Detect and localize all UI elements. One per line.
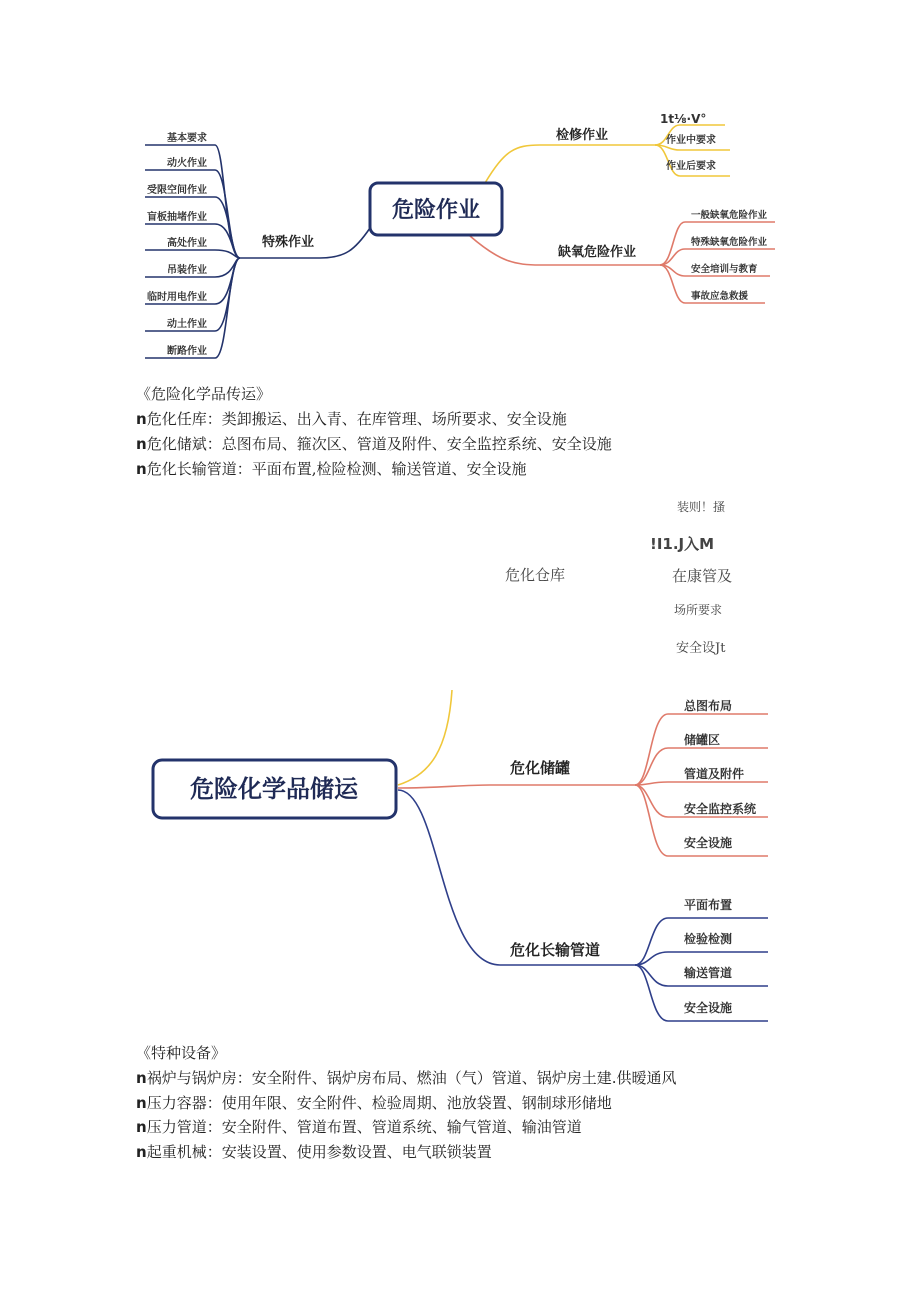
leaf-item: 安全监控系统 bbox=[684, 802, 757, 816]
leaf-item: 1t⅛·V° bbox=[660, 112, 707, 126]
leaf-item: 平面布置 bbox=[684, 898, 733, 912]
fragment-item: !I1.J入M bbox=[650, 535, 715, 553]
bullet-line bbox=[136, 459, 526, 479]
fragment-label: 危化仓库 bbox=[505, 566, 566, 584]
fragment-item: 在康管及 bbox=[672, 567, 733, 585]
leaf-item: 临时用电作业 bbox=[147, 292, 207, 303]
leaf-item: 安全设施 bbox=[684, 836, 733, 850]
bullet-marker: n bbox=[136, 435, 147, 453]
leaf-item: 事故应急救援 bbox=[691, 291, 749, 302]
bullet-line bbox=[136, 1142, 492, 1162]
leaf-item: 高处作业 bbox=[167, 238, 207, 249]
leaf-item: 作业后要求 bbox=[666, 161, 716, 172]
branch-oxygen-deficiency-work: 缺氧危险作业 bbox=[558, 245, 637, 260]
bullet-text: 压力容器：使用年限、安全附件、检验周期、池放袋置、钢制球形储地 bbox=[146, 1094, 612, 1112]
fragment-item: 场所要求 bbox=[674, 603, 723, 617]
bullet-marker: n bbox=[136, 460, 147, 478]
leaf-item: 作业中要求 bbox=[666, 135, 716, 146]
leaf-item: 吊装作业 bbox=[167, 265, 207, 276]
bullet-line bbox=[136, 434, 612, 454]
section-title: 《特种设备》 bbox=[136, 1044, 227, 1062]
bullet-line bbox=[136, 1117, 582, 1137]
leaf-item: 输送管道 bbox=[684, 966, 733, 980]
root-node-label: 危险作业 bbox=[391, 198, 481, 223]
leaf-item: 受限空间作业 bbox=[147, 185, 207, 196]
root-node-label: 危险化学品储运 bbox=[190, 775, 358, 803]
branch-maintenance-work: 检修作业 bbox=[556, 128, 609, 143]
leaf-item: 安全设施 bbox=[684, 1001, 733, 1015]
bullet-text: 压力管道：安全附件、管道布置、管道系统、输气管道、输油管道 bbox=[146, 1118, 582, 1136]
bullet-line bbox=[136, 1093, 612, 1113]
leaf-item: 特殊缺氧危险作业 bbox=[691, 237, 768, 248]
leaf-item: 断路作业 bbox=[167, 346, 207, 357]
leaf-item: 总图布局 bbox=[684, 699, 733, 713]
leaf-item: 安全培训与教育 bbox=[691, 264, 758, 275]
leaf-item: 检验检测 bbox=[684, 932, 733, 946]
leaf-item: 管道及附件 bbox=[684, 767, 745, 781]
bullet-text: 危化储斌：总图布局、箍次区、管道及附件、安全监控系统、安全设施 bbox=[146, 435, 612, 453]
bullet-marker: n bbox=[136, 1118, 147, 1136]
leaf-item: 动火作业 bbox=[167, 158, 207, 169]
leaf-item: 基本要求 bbox=[167, 133, 207, 144]
bullet-marker: n bbox=[136, 1143, 147, 1161]
bullet-text: 起重机械：安装设置、使用参数设置、电气联锁装置 bbox=[146, 1143, 492, 1161]
leaf-item: 盲板抽堵作业 bbox=[147, 212, 207, 223]
bullet-text: 危化长输管道：平面布置,检险检测、输送管道、安全设施 bbox=[146, 460, 527, 478]
branch-storage-tanks: 危化储罐 bbox=[510, 759, 571, 777]
yellow-connector-stub bbox=[398, 690, 452, 785]
bullet-text: 危化任库：类卸搬运、出入青、在库管理、场所要求、安全设施 bbox=[146, 410, 567, 428]
bullet-line bbox=[136, 1068, 676, 1088]
mind-map-hazardous-chemicals bbox=[0, 690, 920, 1040]
branch-long-distance-pipeline: 危化长输管道 bbox=[510, 941, 601, 959]
branch-special-work: 特殊作业 bbox=[262, 235, 315, 250]
bullet-marker: n bbox=[136, 1069, 147, 1087]
fragment-item: 装则！搔 bbox=[677, 500, 726, 514]
bullet-text: 祸炉与锅炉房：安全附件、锅炉房布局、燃油（气）管道、锅炉房土建.供暧通风 bbox=[146, 1069, 677, 1087]
leaf-item: 一般缺氧危险作业 bbox=[691, 210, 768, 221]
bullet-marker: n bbox=[136, 1094, 147, 1112]
mind-map-hazardous-work bbox=[0, 0, 920, 380]
section-title: 《危险化学品传运》 bbox=[136, 385, 272, 403]
leaf-item: 储罐区 bbox=[684, 733, 721, 747]
leaf-item: 动土作业 bbox=[167, 319, 207, 330]
fragment-item: 安全设Jt bbox=[676, 641, 726, 656]
bullet-marker: n bbox=[136, 410, 147, 428]
bullet-line bbox=[136, 409, 567, 429]
